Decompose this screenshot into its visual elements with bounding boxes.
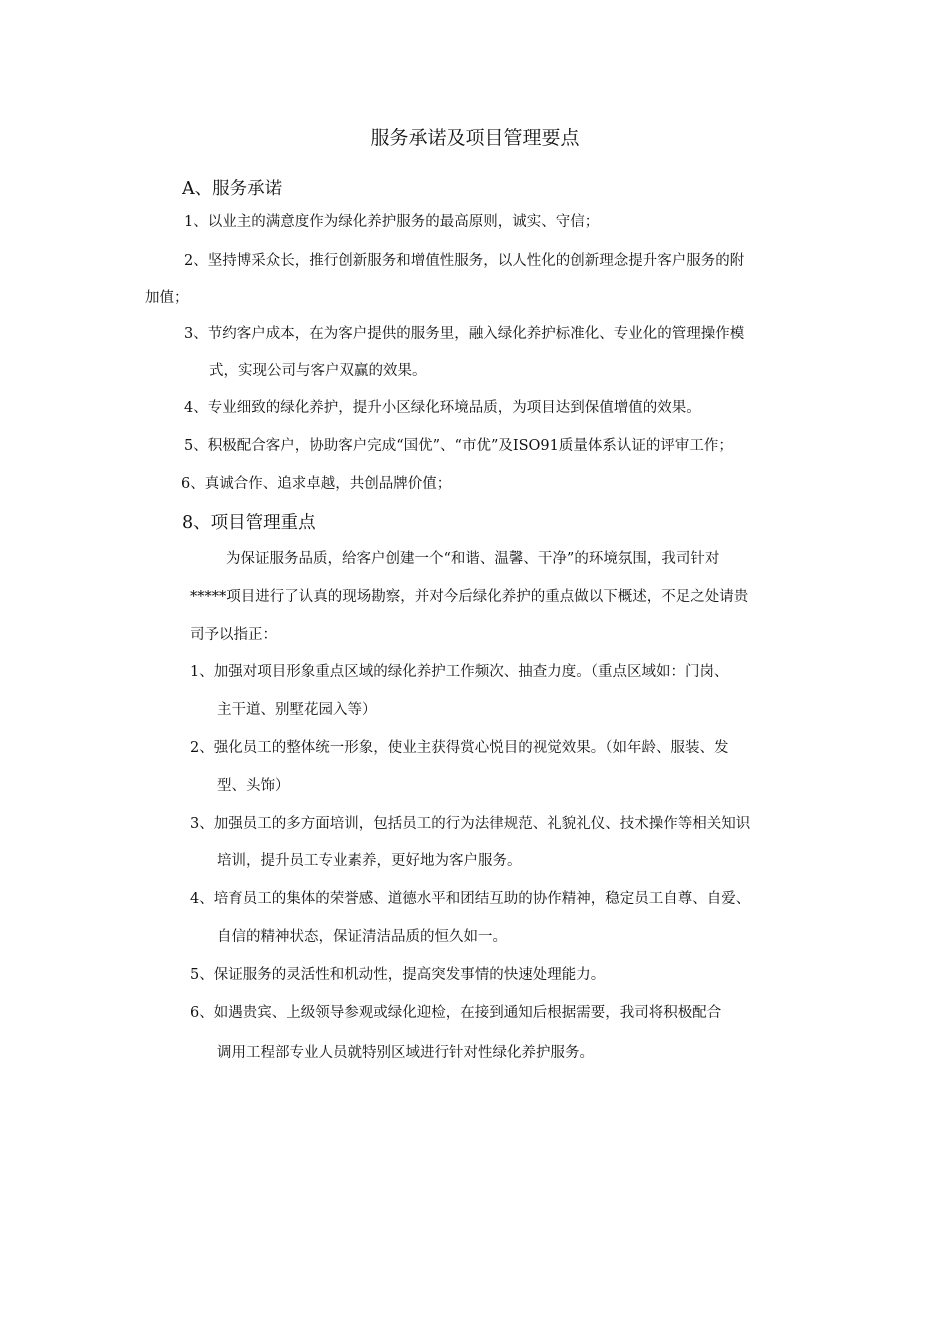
item-line: [184, 436, 733, 456]
item-text: 真诚合作、追求卓越，共创品牌价值；: [204, 476, 452, 492]
item-line: [190, 1003, 721, 1023]
item-number: 1、: [184, 214, 208, 230]
item-text-continued: 培训，提升员工专业素养，更好地为客户服务。: [217, 853, 522, 869]
document-title: 服务承诺及项目管理要点: [370, 127, 580, 149]
section-a-heading: A、服务承诺: [182, 179, 283, 199]
item-text-continued: 自信的精神状态，保证清洁品质的恒久如一。: [217, 929, 507, 945]
item-line: [184, 212, 599, 232]
item-line: [184, 398, 701, 418]
item-line: [190, 965, 605, 985]
item-text: 坚持博采众长，推行创新服务和增值性服务，以人性化的创新理念提升客户服务的附: [207, 253, 745, 269]
item-text: 加强对项目形象重点区域的绿化养护工作频次、抽查力度。（重点区域如：门岗、: [213, 664, 729, 680]
item-text-continued: 式，实现公司与客户双赢的效果。: [209, 363, 427, 379]
item-number: 6、: [181, 476, 205, 492]
item-number: 2、: [184, 253, 208, 269]
item-number: 6、: [190, 1005, 214, 1021]
item-number: 1、: [190, 664, 214, 680]
intro-line: *****项目进行了认真的现场勘察，并对今后绿化养护的重点做以下概述，不足之处请贵: [190, 589, 749, 605]
item-text: 强化员工的整体统一形象，使业主获得赏心悦目的视觉效果。（如年龄、服装、发: [213, 740, 729, 756]
item-line: [190, 814, 750, 834]
item-number: 3、: [190, 816, 214, 832]
item-text: 专业细致的绿化养护，提升小区绿化环境品质，为项目达到保值增值的效果。: [207, 400, 701, 416]
item-text: 保证服务的灵活性和机动性，提高突发事情的快速处理能力。: [213, 967, 606, 983]
section-b-heading: 8、项目管理重点: [182, 513, 316, 533]
item-text: 如遇贵宾、上级领导参观或绿化迎检，在接到通知后根据需要，我司将积极配合: [213, 1005, 722, 1021]
item-text-continued: 主干道、别墅花园入等）: [217, 702, 377, 718]
intro-line: 司予以指正：: [190, 627, 277, 643]
intro-line: 为保证服务品质，给客户创建一个“和谐、温馨、干净”的环境氛围，我司针对: [226, 551, 720, 567]
item-line: [190, 889, 750, 909]
item-number: 5、: [190, 967, 214, 983]
item-text-continued: 型、头饰）: [217, 778, 290, 794]
item-line: [181, 474, 451, 494]
item-number: 5、: [184, 438, 208, 454]
item-text: 节约客户成本，在为客户提供的服务里，融入绿化养护标准化、专业化的管理操作模: [207, 326, 745, 342]
item-number: 4、: [184, 400, 208, 416]
item-text: 加强员工的多方面培训，包括员工的行为法律规范、礼貌礼仪、技术操作等相关知识: [213, 816, 751, 832]
item-text: 积极配合客户，协助客户完成“国优”、“市优”及ISO91质量体系认证的评审工作；: [207, 438, 733, 454]
item-line: [184, 251, 744, 271]
item-number: 2、: [190, 740, 214, 756]
item-line: [190, 662, 728, 682]
item-number: 4、: [190, 891, 214, 907]
item-text-continued: 调用工程部专业人员就特别区域进行针对性绿化养护服务。: [217, 1045, 594, 1061]
item-text-continued: 加值；: [145, 290, 189, 306]
item-text: 以业主的满意度作为绿化养护服务的最高原则，诚实、守信；: [207, 214, 600, 230]
item-line: [190, 738, 728, 758]
item-line: [184, 324, 744, 344]
item-text: 培育员工的集体的荣誉感、道德水平和团结互助的协作精神，稳定员工自尊、自爱、: [213, 891, 751, 907]
item-number: 3、: [184, 326, 208, 342]
